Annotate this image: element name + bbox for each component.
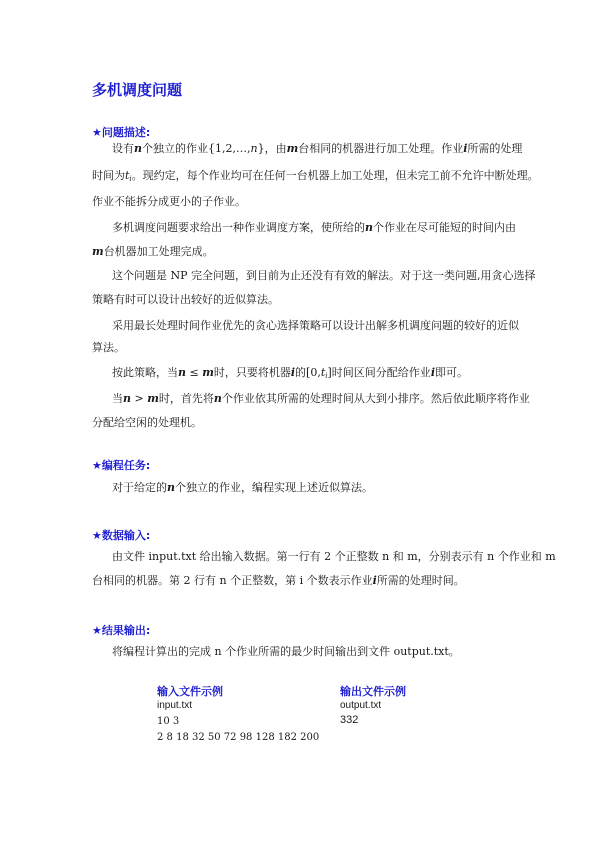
page-title: 多机调度问题 — [92, 81, 183, 99]
output-line-1: 将编程计算出的完成 n 个作业所需的最少时间输出到文件 output.txt。 — [112, 645, 460, 658]
desc-line-1: 设有n个独立的作业{1,2,…,n}，由m台相同的机器进行加工处理。作业i所需的处理 — [112, 142, 523, 155]
output-example-heading: 输出文件示例 — [340, 685, 406, 698]
input-example-line-2: 2 8 18 32 50 72 98 128 182 200 — [157, 732, 320, 743]
input-example-heading: 输入文件示例 — [157, 685, 223, 698]
section-heading-description: ★问题描述: — [92, 126, 151, 139]
input-line-1: 由文件 input.txt 给出输入数据。第一行有 2 个正整数 n 和 m，分别表示有 n 个作业和 m — [112, 550, 556, 563]
input-example-filename: input.txt — [157, 700, 193, 711]
output-example-filename: output.txt — [340, 700, 382, 711]
desc-line-9: 算法。 — [92, 341, 125, 354]
task-line-1: 对于给定的n个独立的作业，编程实现上述近似算法。 — [112, 481, 373, 494]
desc-line-3: 作业不能拆分成更小的子作业。 — [92, 195, 246, 208]
input-example-line-1: 10 3 — [157, 716, 180, 727]
output-example-value: 332 — [340, 714, 359, 726]
section-heading-input: ★数据输入: — [92, 529, 151, 542]
input-line-2: 台相同的机器。第 2 行有 n 个正整数，第 i 个数表示作业i所需的处理时间。 — [92, 574, 465, 587]
desc-line-10: 按此策略，当n ≤ m时，只要将机器i的$[0,t_i]$时间区间分配给作业i即可。 — [112, 366, 468, 380]
desc-line-8: 采用最长处理时间作业优先的贪心选择策略可以设计出解多机调度问题的较好的近似 — [112, 319, 519, 332]
desc-line-6: 这个问题是 NP 完全问题，到目前为止还没有有效的解法。对于这一类问题,用贪心选择 — [112, 269, 536, 282]
desc-line-5: m台机器加工处理完成。 — [92, 245, 214, 258]
section-heading-output: ★结果输出: — [92, 624, 151, 637]
desc-line-7: 策略有时可以设计出较好的近似算法。 — [92, 293, 279, 306]
desc-line-2: 时间为$t_i$。现约定，每个作业均可在任何一台机器上加工处理，但未完工前不允许中断处理。 — [92, 169, 539, 183]
desc-line-11: 当n > m时，首先将n个作业依其所需的处理时间从大到小排序。然后依此顺序将作业 — [112, 392, 530, 405]
section-heading-task: ★编程任务: — [92, 459, 151, 472]
desc-line-12: 分配给空闲的处理机。 — [92, 416, 202, 429]
desc-line-4: 多机调度问题要求给出一种作业调度方案，使所给的n个作业在尽可能短的时间内由 — [112, 221, 516, 234]
